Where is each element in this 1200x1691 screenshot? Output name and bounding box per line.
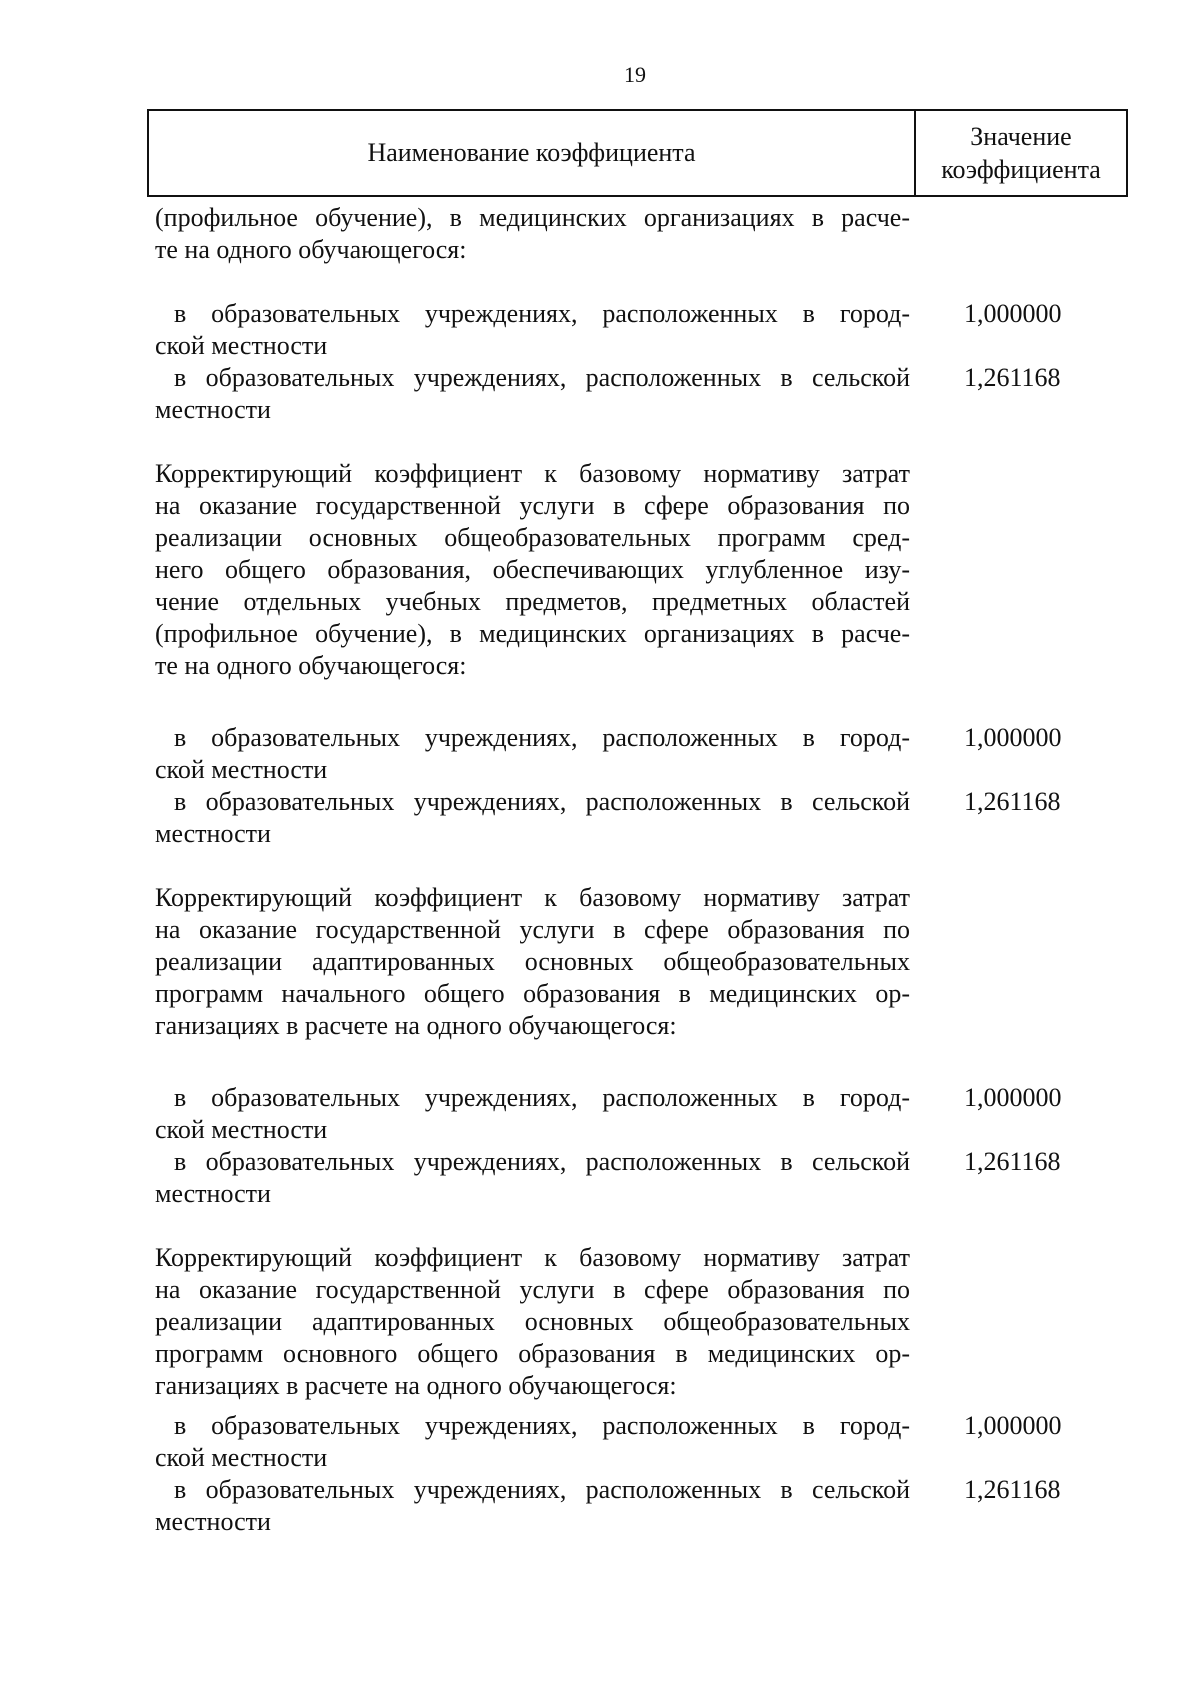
- section-heading-line: программ основного общего образования в медицинских ор-: [155, 1339, 910, 1368]
- section-heading-line: ганизациях в расчете на одного обучающегося:: [155, 1371, 677, 1400]
- row-text: в образовательных учреждениях, расположенных в сельской: [174, 1147, 910, 1176]
- row-value: 1,261168: [964, 363, 1061, 392]
- row-text-continuation: ской местности: [155, 1115, 328, 1144]
- intro-line-1: (профильное обучение), в медицинских организациях в расче-: [155, 203, 910, 232]
- row-text: в образовательных учреждениях, расположенных в сельской: [174, 787, 910, 816]
- row-value: 1,000000: [964, 299, 1062, 328]
- section-heading-line: Корректирующий коэффициент к базовому нормативу затрат: [155, 883, 910, 912]
- row-text-continuation: ской местности: [155, 755, 328, 784]
- row-value: 1,000000: [964, 1083, 1062, 1112]
- section-heading-line: реализации адаптированных основных общеобразовательных: [155, 947, 910, 976]
- row-text-continuation: ской местности: [155, 331, 328, 360]
- row-text: в образовательных учреждениях, расположенных в город-: [174, 723, 910, 752]
- section-heading-line: Корректирующий коэффициент к базовому нормативу затрат: [155, 1243, 910, 1272]
- column-header-name: Наименование коэффициента: [149, 111, 916, 195]
- row-value: 1,261168: [964, 1475, 1061, 1504]
- section-heading-line: те на одного обучающегося:: [155, 651, 467, 680]
- page-number: 19: [624, 62, 646, 87]
- section-heading-line: Корректирующий коэффициент к базовому нормативу затрат: [155, 459, 910, 488]
- row-value: 1,261168: [964, 787, 1061, 816]
- section-heading-line: (профильное обучение), в медицинских организациях в расче-: [155, 619, 910, 648]
- row-text-continuation: местности: [155, 819, 271, 848]
- column-header-value-line1: Значение: [970, 122, 1072, 151]
- table-header: [147, 109, 1128, 197]
- row-text-continuation: местности: [155, 395, 271, 424]
- column-header-value-line2: коэффициента: [941, 155, 1101, 184]
- row-value: 1,000000: [964, 723, 1062, 752]
- row-value: 1,261168: [964, 1147, 1061, 1176]
- section-heading-line: на оказание государственной услуги в сфере образования по: [155, 915, 910, 944]
- section-heading-line: программ начального общего образования в медицинских ор-: [155, 979, 910, 1008]
- section-heading-line: на оказание государственной услуги в сфере образования по: [155, 1275, 910, 1304]
- row-text-continuation: ской местности: [155, 1443, 328, 1472]
- row-text-continuation: местности: [155, 1179, 271, 1208]
- row-text: в образовательных учреждениях, расположенных в сельской: [174, 1475, 910, 1504]
- column-header-value: [916, 111, 1126, 195]
- section-heading-line: реализации основных общеобразовательных программ сред-: [155, 523, 910, 552]
- row-value: 1,000000: [964, 1411, 1062, 1440]
- row-text: в образовательных учреждениях, расположенных в сельской: [174, 363, 910, 392]
- row-text: в образовательных учреждениях, расположенных в город-: [174, 299, 910, 328]
- section-heading-line: него общего образования, обеспечивающих углубленное изу-: [155, 555, 910, 584]
- row-text: в образовательных учреждениях, расположенных в город-: [174, 1411, 910, 1440]
- row-text-continuation: местности: [155, 1507, 271, 1536]
- section-heading-line: чение отдельных учебных предметов, предметных областей: [155, 587, 910, 616]
- row-text: в образовательных учреждениях, расположенных в город-: [174, 1083, 910, 1112]
- section-heading-line: реализации адаптированных основных общеобразовательных: [155, 1307, 910, 1336]
- section-heading-line: ганизациях в расчете на одного обучающегося:: [155, 1011, 677, 1040]
- section-heading-line: на оказание государственной услуги в сфере образования по: [155, 491, 910, 520]
- intro-line-2: те на одного обучающегося:: [155, 235, 467, 264]
